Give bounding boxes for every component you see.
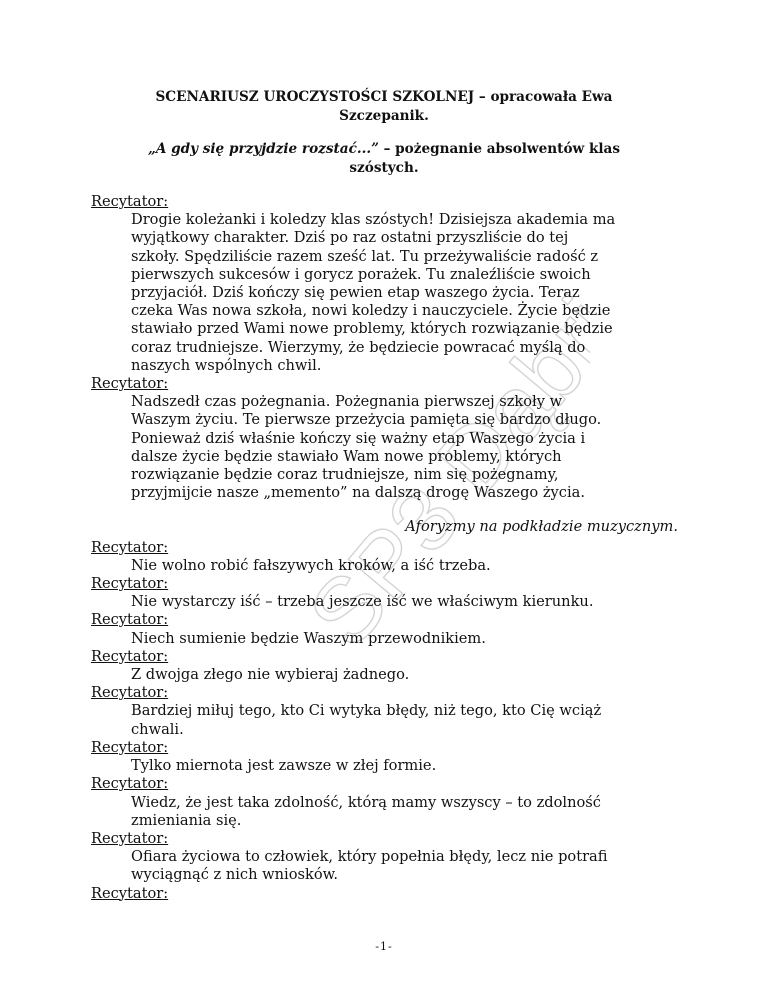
speech-line: wyciągnąć z nich wniosków.: [131, 866, 338, 884]
speaker-label: Recytator:: [91, 884, 169, 902]
speech-line: Nie wolno robić fałszywych kroków, a iść trzeba.: [131, 556, 491, 574]
speech-line: rozwiązanie będzie coraz trudniejsze, nim się pożegnamy,: [131, 466, 559, 484]
speech-line: Wiedz, że jest taka zdolność, którą mamy wszyscy – to zdolność: [131, 793, 601, 811]
speech-line: szkoły. Spędziliście razem sześć lat. Tu przeżywaliście radość z: [131, 247, 599, 265]
speech-line: czeka Was nowa szkoła, nowi koledzy i nauczyciele. Życie będzie: [131, 302, 611, 320]
document-title: [100, 88, 668, 126]
speech-line: Niech sumienie będzie Waszym przewodnikiem.: [131, 629, 486, 647]
speech-line: naszych wspólnych chwil.: [131, 356, 322, 374]
speech-line: Bardziej miłuj tego, kto Ci wytyka błędy, niż tego, kto Cię wciąż: [131, 702, 602, 720]
speech-line: Nadszedł czas pożegnania. Pożegnania pierwszej szkoły w: [131, 393, 563, 411]
speech-line: przyjaciół. Dziś kończy się pewien etap waszego życia. Teraz: [131, 284, 580, 302]
speech-line: Ofiara życiowa to człowiek, który popełnia błędy, lecz nie potrafi: [131, 848, 608, 866]
speaker-label: Recytator:: [91, 611, 169, 629]
speech-line: Waszym życiu. Te pierwsze przeżycia pamięta się bardzo długo.: [131, 411, 602, 429]
speaker-label: Recytator:: [91, 193, 169, 210]
speech-line: Ponieważ dziś właśnie kończy się ważny etap Waszego życia i: [131, 429, 586, 447]
watermark-text: SP3 Dąbrica: [289, 270, 590, 666]
speaker-label: Recytator:: [91, 738, 169, 756]
speech-line: coraz trudniejsze. Wierzymy, że będziecie powracać myślą do: [131, 338, 586, 356]
speaker-label: Recytator:: [91, 647, 169, 665]
speech-line: Nie wystarczy iść – trzeba jeszcze iść we właściwym kierunku.: [131, 593, 594, 611]
subtitle-quote: „A gdy się przyjdzie rozstać...”: [148, 141, 379, 157]
speech-line: Drogie koleżanki i koledzy klas szóstych! Dzisiejsza akademia ma: [131, 211, 616, 229]
speaker-label: Recytator:: [91, 538, 169, 556]
speech-line: stawiało przed Wami nowe problemy, których rozwiązanie będzie: [131, 320, 613, 338]
speech-line: zmieniania się.: [131, 811, 242, 829]
subtitle-line-1: [100, 140, 668, 159]
speech-line: przyjmijcie nasze „memento” na dalszą drogę Waszego życia.: [131, 484, 585, 502]
speech-line: pierwszych sukcesów i gorycz porażek. Tu znaleźliście swoich: [131, 265, 591, 283]
speaker-label: Recytator:: [91, 775, 169, 793]
script-body: [91, 193, 678, 903]
subtitle-rest: – pożegnanie absolwentów klas: [378, 141, 620, 157]
speaker-label: Recytator:: [91, 575, 169, 593]
page-number: -1-: [375, 940, 393, 953]
aphorisms-caption: Aforyzmy na podkładzie muzycznym.: [405, 518, 678, 536]
speaker-label: Recytator:: [91, 829, 169, 847]
speech-line: Z dwojga złego nie wybieraj żadnego.: [131, 666, 410, 684]
subtitle-line-2: szóstych.: [349, 160, 419, 176]
speech-line: wyjątkowy charakter. Dziś po raz ostatni przyszliście do tej: [131, 229, 569, 247]
speaker-label: Recytator:: [91, 375, 169, 393]
speech-line: Tylko miernota jest zawsze w złej formie.: [131, 757, 437, 775]
speaker-label: Recytator:: [91, 684, 169, 702]
title-line-2: Szczepanik.: [339, 108, 429, 124]
speech-line: chwali.: [131, 720, 184, 738]
document-subtitle: [100, 140, 668, 178]
speech-line: dalsze życie będzie stawiało Wam nowe problemy, których: [131, 447, 562, 465]
title-line-1: SCENARIUSZ UROCZYSTOŚCI SZKOLNEJ – opracowała Ewa: [155, 89, 613, 105]
